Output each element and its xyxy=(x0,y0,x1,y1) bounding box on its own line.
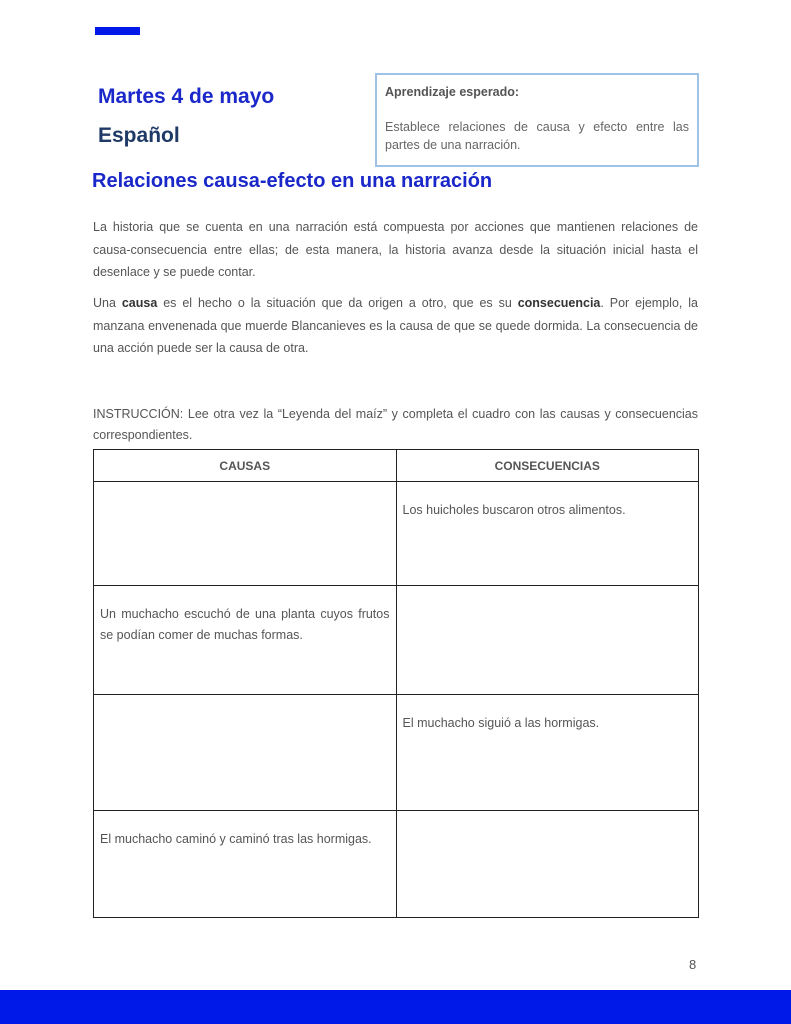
cause-consequence-table xyxy=(93,449,699,918)
cause-cell[interactable] xyxy=(94,695,397,811)
definition-text: es el hecho o la situación que da origen a otro, que es su xyxy=(157,296,518,310)
column-header-consecuencias: CONSECUENCIAS xyxy=(396,450,699,482)
definition-text: Una xyxy=(93,296,122,310)
instruction-text: INSTRUCCIÓN: Lee otra vez la “Leyenda del maíz” y completa el cuadro con las causas y consecuencias correspondientes. xyxy=(93,407,698,442)
lesson-subject: Español xyxy=(98,124,180,147)
term-causa: causa xyxy=(121,296,158,310)
bottom-accent-bar xyxy=(0,990,791,1024)
table-row xyxy=(94,482,699,586)
definition-paragraph xyxy=(93,292,698,360)
intro-paragraph: La historia que se cuenta en una narración está compuesta por acciones que mantienen relaciones de causa-consecuencia entre ellas; de esta manera, la historia avanza desde la situación inicial hasta el desenlace y se puede contar. xyxy=(93,220,698,279)
lesson-date: Martes 4 de mayo xyxy=(98,85,275,108)
learning-objective-box xyxy=(375,73,699,167)
page-title: Relaciones causa-efecto en una narración xyxy=(92,170,493,192)
term-consecuencia: consecuencia xyxy=(517,296,601,310)
table-row xyxy=(94,811,699,918)
learning-objective-text: Establece relaciones de causa y efecto entre las partes de una narración. xyxy=(385,120,689,152)
cause-cell[interactable] xyxy=(94,482,397,586)
column-header-causas: CAUSAS xyxy=(94,450,397,482)
top-accent-bar xyxy=(95,27,140,35)
consequence-cell[interactable]: El muchacho siguió a las hormigas. xyxy=(396,695,699,811)
definition-text: . Por ejemplo, la manzana envenenada que muerde Blancanieves es la causa de que se quede dormida. La consecuencia de una acción puede ser la causa de otra. xyxy=(93,296,699,355)
table-row xyxy=(94,586,699,695)
consequence-cell[interactable] xyxy=(396,586,699,695)
learning-objective-title: Aprendizaje esperado: xyxy=(385,85,520,99)
consequence-cell[interactable] xyxy=(396,811,699,918)
table-row xyxy=(94,695,699,811)
consequence-cell[interactable]: Los huicholes buscaron otros alimentos. xyxy=(396,482,699,586)
page-number: 8 xyxy=(689,957,697,972)
cause-cell[interactable]: El muchacho caminó y caminó tras las hormigas. xyxy=(94,811,397,918)
cause-cell[interactable]: Un muchacho escuchó de una planta cuyos frutos se podían comer de muchas formas. xyxy=(94,586,397,695)
